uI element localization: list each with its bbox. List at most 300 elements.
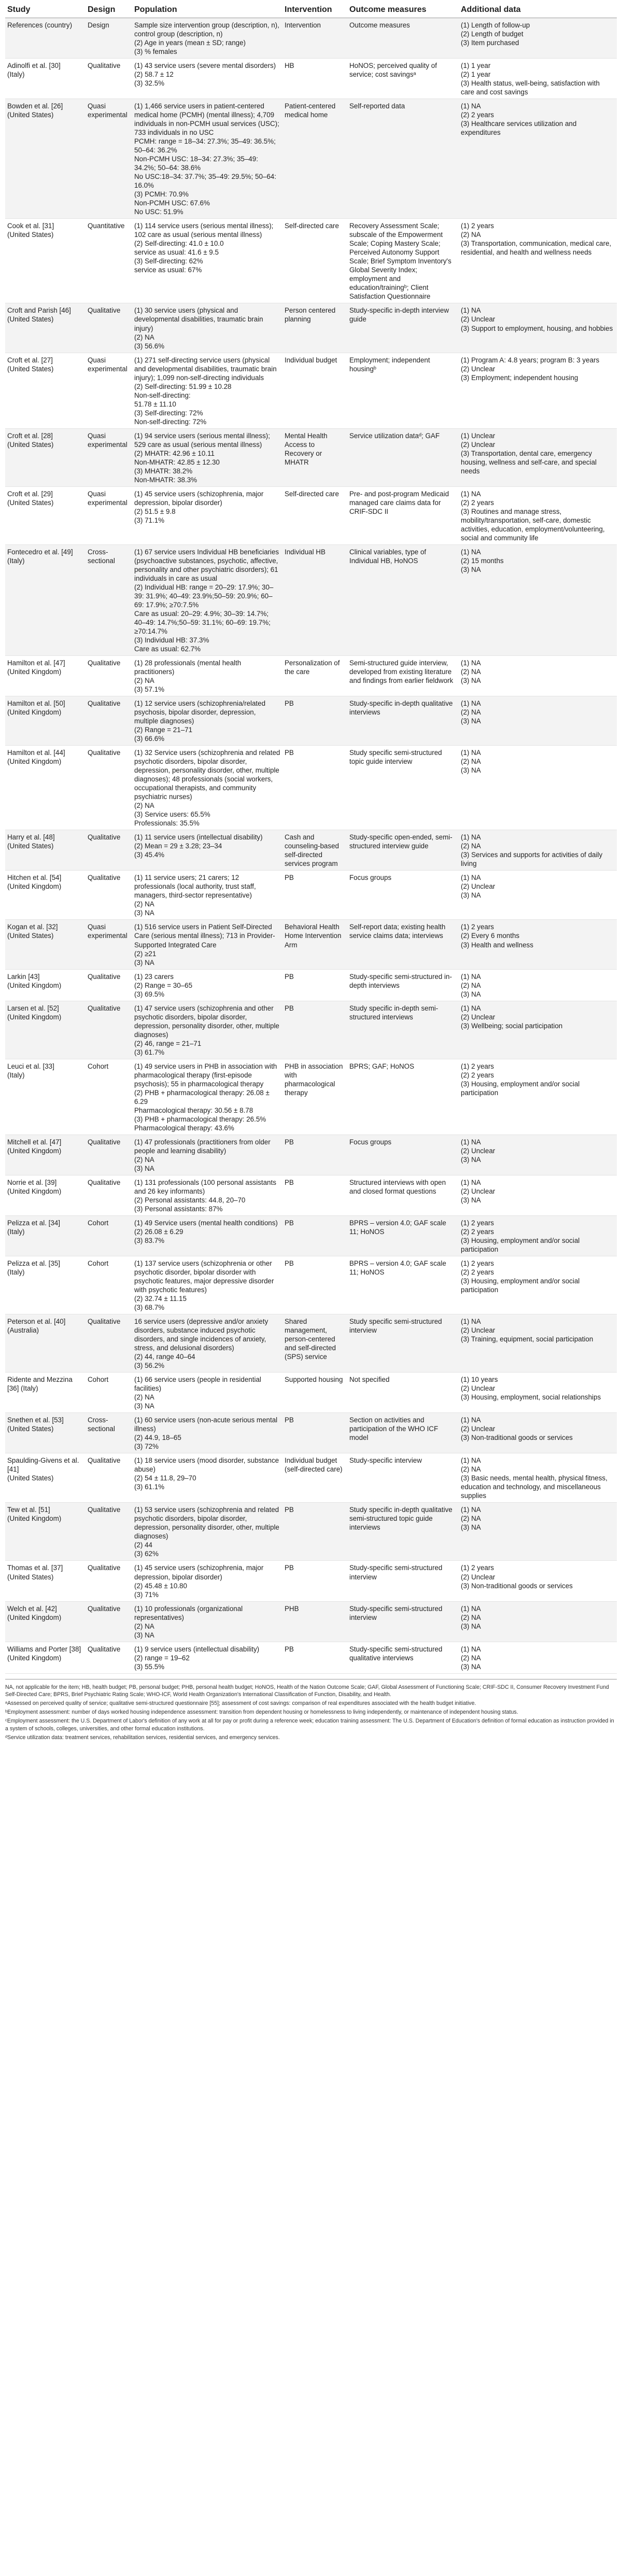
cell-study (5, 544, 86, 655)
cell-line: Hamilton et al. [50] (7, 699, 65, 708)
cell-line: (3) Healthcare services utilization and expenditures (461, 120, 577, 137)
cell-line: Cook et al. [31] (7, 222, 54, 230)
cell-outcome-measures (347, 544, 459, 655)
cell-line: (1) NA (461, 874, 481, 882)
table-row (5, 1256, 617, 1314)
cell-population (132, 99, 282, 219)
cell-line: (3) 61.1% (134, 1483, 165, 1491)
cell-line: Williams and Porter [38] (7, 1645, 81, 1653)
cell-additional-data (459, 871, 617, 920)
cell-additional-data (459, 1373, 617, 1413)
cell-design: Qualitative (86, 1135, 132, 1175)
cell-intervention: Individual budget (282, 353, 347, 428)
cell-population (132, 303, 282, 353)
cell-line: Snethen et al. [53] (7, 1416, 64, 1424)
cell-line: (1) 2 years (461, 222, 494, 230)
cell-intervention: PB (282, 746, 347, 830)
cell-line: (2) NA (461, 981, 481, 989)
cell-study (5, 746, 86, 830)
header-outcome-measures: Outcome measures (347, 3, 459, 18)
cell-line: Leuci et al. [33] (7, 1062, 54, 1070)
cell-additional-data (459, 18, 617, 59)
cell-line: Study specific semi-structured topic guide interview (349, 749, 442, 766)
cell-line: Welch et al. [42] (7, 1604, 57, 1613)
cell-additional-data (459, 1215, 617, 1256)
cell-outcome-measures (347, 353, 459, 428)
cell-design: Cohort (86, 1059, 132, 1135)
cell-study (5, 486, 86, 544)
cell-line: (3) NA (134, 958, 154, 967)
cell-study (5, 1001, 86, 1059)
cell-outcome-measures (347, 1215, 459, 1256)
cell-line: Croft et al. [29] (7, 489, 53, 498)
cell-line: (1) NA (461, 659, 481, 667)
cell-additional-data (459, 1256, 617, 1314)
cell-additional-data (459, 59, 617, 99)
cell-design: Quasi experimental (86, 486, 132, 544)
cell-line: (1) NA (461, 548, 481, 556)
cell-outcome-measures (347, 99, 459, 219)
cell-line: (3) NA (461, 891, 481, 900)
cell-line: (3) Support to employment, housing, and hobbies (461, 324, 613, 332)
cell-population (132, 656, 282, 696)
table-row (5, 746, 617, 830)
cell-population (132, 1314, 282, 1373)
cell-line: (2) Mean = 29 ± 3.28; 23–34 (134, 842, 222, 850)
cell-line: (1) Length of follow-up (461, 21, 530, 29)
cell-design: Qualitative (86, 830, 132, 871)
cell-intervention: Person centered planning (282, 303, 347, 353)
cell-line: (1) NA (461, 1004, 481, 1012)
cell-line: Non-self-directing: 72% (134, 417, 207, 426)
cell-line: (3) 69.5% (134, 990, 165, 998)
table-row (5, 696, 617, 746)
cell-study (5, 1059, 86, 1135)
cell-line: (3) Basic needs, mental health, physical fitness, education and technology, and miscellaneous supplies (461, 1474, 607, 1500)
cell-line: (3) Wellbeing; social participation (461, 1021, 563, 1030)
cell-line: (2) Unclear (461, 883, 496, 891)
cell-line: (1) NA (461, 489, 481, 498)
table-row (5, 1001, 617, 1059)
cell-line: (3) NA (461, 677, 481, 685)
footnote: ᵇEmployment assessment: number of days worked housing independence assessment: transition from dependent housing or homelessness to living independently, or maintenance of independent housing status. (5, 1709, 518, 1716)
table-row (5, 871, 617, 920)
table-row (5, 353, 617, 428)
cell-study (5, 1175, 86, 1215)
cell-line: (2) NA (134, 1622, 154, 1630)
cell-study (5, 1561, 86, 1601)
cell-line: (3) Routines and manage stress, mobility/transportation, self-care, domestic activities, education, employment/volunteering, social and community life (461, 507, 605, 542)
cell-line: (1) 2 years (461, 1062, 494, 1070)
cell-population (132, 830, 282, 871)
cell-design: Qualitative (86, 696, 132, 746)
cell-line: (2) 46, range = 21–71 (134, 1039, 202, 1047)
cell-population (132, 1215, 282, 1256)
cell-line: (1) 32 Service users (schizophrenia and related psychotic disorders, bipolar disorder, depression, personality disorder, other, multiple diagnoses); 48 professionals (social workers, occupational therapists, and community psychiatric nurses) (134, 749, 280, 801)
cell-line: (1) 10 years (461, 1376, 498, 1384)
cell-line: (Italy) (7, 556, 25, 565)
cell-line: Sample size intervention group (description, n), control group (description, n) (134, 21, 279, 38)
cell-study (5, 219, 86, 303)
cell-line: (1) 2 years (461, 1564, 494, 1572)
cell-line: (1) NA (461, 1604, 481, 1613)
cell-line: (3) 83.7% (134, 1236, 165, 1244)
cell-intervention: Behavioral Health Home Intervention Arm (282, 920, 347, 969)
cell-outcome-measures (347, 969, 459, 1001)
cell-intervention: PB (282, 1001, 347, 1059)
cell-intervention: PB (282, 1413, 347, 1453)
table-row (5, 1059, 617, 1135)
cell-line: (2) NA (461, 1465, 481, 1474)
cell-line: (3) NA (461, 990, 481, 998)
cell-line: (1) NA (461, 102, 481, 110)
cell-line: (1) 137 service users (schizophrenia or other psychotic disorder, bipolar disorder with psychotic features, major depressive disorder with psychotic features) (134, 1259, 274, 1294)
cell-line: Semi-structured guide interview, developed from existing literature and findings from earlier fieldwork (349, 659, 454, 685)
cell-line: Care as usual: 20–29: 4.9%; 30–39: 14.7%; 40–49: 14.7%;50–59: 31.1%; 60–69: 19.7%; ≥70:14.7% (134, 609, 271, 635)
cell-line: (3) Transportation, dental care, emergency housing, wellness and self-care, and special needs (461, 449, 597, 475)
cell-line: (2) 51.5 ± 9.8 (134, 507, 176, 515)
cell-population (132, 746, 282, 830)
cell-line: HoNOS; perceived quality of service; cost savingsᵃ (349, 62, 437, 79)
cell-population (132, 428, 282, 486)
cell-additional-data (459, 1175, 617, 1215)
cell-line: (3) Services and supports for activities of daily living (461, 851, 603, 868)
cell-line: (United Kingdom) (7, 1146, 62, 1155)
cell-study (5, 920, 86, 969)
cell-line: (1) NA (461, 699, 481, 708)
cell-intervention: PB (282, 871, 347, 920)
cell-line: Service utilization dataᵈ; GAF (349, 431, 440, 440)
cell-line: (1) 28 professionals (mental health practitioners) (134, 659, 242, 676)
cell-additional-data (459, 219, 617, 303)
cell-study (5, 99, 86, 219)
cell-line: (2) 1 year (461, 71, 491, 79)
cell-line: (2) NA (134, 900, 154, 908)
cell-study (5, 303, 86, 353)
cell-line: 102 care as usual (serious mental illness) (134, 231, 262, 239)
cell-study (5, 1601, 86, 1642)
cell-intervention: Patient-centered medical home (282, 99, 347, 219)
cell-design: Qualitative (86, 656, 132, 696)
cell-intervention: PB (282, 696, 347, 746)
cell-line: Non-self-directing: (134, 391, 191, 399)
cell-outcome-measures (347, 1503, 459, 1561)
cell-line: (1) 1 year (461, 62, 491, 70)
cell-study (5, 1135, 86, 1175)
table-header (5, 3, 617, 18)
cell-line: No USC: 51.9% (134, 208, 183, 216)
cell-design: Qualitative (86, 1642, 132, 1673)
cell-additional-data (459, 830, 617, 871)
cell-line: (2) range = 19–62 (134, 1654, 190, 1662)
table-row (5, 1642, 617, 1673)
cell-design: Qualitative (86, 1601, 132, 1642)
table-row (5, 1601, 617, 1642)
cell-population (132, 1503, 282, 1561)
cell-line: BPRS; GAF; HoNOS (349, 1062, 415, 1070)
cell-population (132, 1561, 282, 1601)
cell-intervention: PB (282, 1135, 347, 1175)
cell-line: (Italy) (7, 71, 25, 79)
cell-line: (2) 2 years (461, 1268, 494, 1277)
cell-line: (3) Personal assistants: 87% (134, 1205, 223, 1213)
cell-population (132, 1601, 282, 1642)
cell-line: (3) NA (461, 1155, 481, 1164)
cell-intervention: Individual HB (282, 544, 347, 655)
cell-outcome-measures (347, 219, 459, 303)
cell-line: (United Kingdom) (7, 1613, 62, 1621)
cell-additional-data (459, 544, 617, 655)
cell-additional-data (459, 656, 617, 696)
cell-design: Quasi experimental (86, 920, 132, 969)
cell-line: (2) Unclear (461, 440, 496, 449)
cell-line: (2) Unclear (461, 365, 496, 373)
cell-line: (2) Unclear (461, 1187, 496, 1195)
cell-line: (2) NA (134, 802, 154, 810)
cell-line: (3) 32.5% (134, 79, 165, 88)
cell-line: (1) NA (461, 1416, 481, 1424)
cell-line: (1) 12 service users (schizophrenia/related psychosis, bipolar disorder, depression, multiple diagnoses) (134, 699, 266, 725)
cell-outcome-measures (347, 303, 459, 353)
cell-study (5, 59, 86, 99)
cell-outcome-measures (347, 1059, 459, 1135)
cell-intervention: PB (282, 1642, 347, 1673)
cell-intervention: Personalization of the care (282, 656, 347, 696)
header-additional-data: Additional data (459, 3, 617, 18)
cell-outcome-measures (347, 1601, 459, 1642)
cell-design: Quantitative (86, 219, 132, 303)
cell-line: (2) Self-directing: 41.0 ± 10.0 (134, 240, 224, 248)
cell-line: (2) NA (134, 1393, 154, 1402)
cell-additional-data (459, 746, 617, 830)
cell-line: (1) 47 service users (schizophrenia and other psychotic disorders, bipolar disorder, depression, personality disorder, other, multiple diagnoses) (134, 1004, 279, 1039)
cell-intervention: PB (282, 1561, 347, 1601)
cell-line: (3) PCMH: 70.9% (134, 190, 189, 199)
cell-line: (Australia) (7, 1326, 39, 1335)
cell-line: Study-specific semi-structured qualitative interviews (349, 1645, 443, 1662)
cell-line: (3) 68.7% (134, 1304, 165, 1312)
cell-line: Harry et al. [48] (7, 833, 55, 842)
cell-line: (2) 2 years (461, 111, 494, 119)
cell-line: Self-report data; existing health service claims data; interviews (349, 923, 446, 940)
cell-line: (United States) (7, 498, 54, 507)
table-row (5, 1503, 617, 1561)
cell-line: (United States) (7, 1425, 54, 1433)
cell-additional-data (459, 920, 617, 969)
cell-outcome-measures (347, 871, 459, 920)
cell-line: Non-PCMH USC: 18–34: 27.3%; 35–49: 34.2%; 50–64: 38.6% (134, 155, 258, 172)
cell-line: (3) NA (461, 565, 481, 573)
cell-line: (1) NA (461, 833, 481, 842)
cell-additional-data (459, 1135, 617, 1175)
cell-line: (2) Self-directing: 51.99 ± 10.28 (134, 382, 232, 390)
cell-line: (3) 56.2% (134, 1362, 165, 1370)
cell-line: (1) NA (461, 1457, 481, 1465)
cell-additional-data (459, 1001, 617, 1059)
cell-study (5, 1503, 86, 1561)
cell-outcome-measures (347, 656, 459, 696)
cell-line: (2) Length of budget (461, 30, 524, 38)
cell-intervention: PB (282, 1256, 347, 1314)
table-row (5, 969, 617, 1001)
cell-line: 51.78 ± 11.10 (134, 400, 176, 408)
cell-study (5, 1373, 86, 1413)
cell-line: (1) 11 service users; 21 carers; 12 professionals (local authority, trust staff, managers, third-sector representative) (134, 874, 256, 900)
cell-population (132, 920, 282, 969)
cell-line: Non-MHATR: 38.3% (134, 475, 197, 484)
cell-line: Section on activities and participation of the WHO ICF model (349, 1416, 439, 1442)
cell-line: (3) Housing, employment and/or social participation (461, 1236, 580, 1253)
cell-design: Quasi experimental (86, 99, 132, 219)
cell-line: (United States) (7, 111, 54, 119)
cell-line: Fontecedro et al. [49] (7, 548, 73, 556)
cell-intervention: PHB (282, 1601, 347, 1642)
cell-line: (2) Unclear (461, 1013, 496, 1021)
cell-line: (3) 57.1% (134, 685, 165, 694)
cell-line: (1) 67 service users Individual HB beneficiaries (psychoactive substances, psychotic, affective, personality and other psychiatric disorders); 61 individuals in care as usual (134, 548, 279, 582)
header-study: Study (5, 3, 86, 18)
table-row (5, 1453, 617, 1503)
cell-design: Qualitative (86, 1503, 132, 1561)
cell-line: (2) 44.9, 18–65 (134, 1434, 181, 1442)
cell-design: Qualitative (86, 1561, 132, 1601)
cell-design: Qualitative (86, 59, 132, 99)
cell-additional-data (459, 969, 617, 1001)
cell-line: (3) Housing, employment and/or social participation (461, 1080, 580, 1097)
cell-line: Study specific semi-structured interview (349, 1318, 442, 1335)
cell-intervention: Supported housing (282, 1373, 347, 1413)
cell-design: Qualitative (86, 1001, 132, 1059)
cell-population (132, 1175, 282, 1215)
cell-population (132, 871, 282, 920)
cell-line: (1) 18 service users (mood disorder, substance abuse) (134, 1457, 279, 1474)
cell-line: (United Kingdom) (7, 1187, 62, 1195)
cell-line: (3) Training, equipment, social participation (461, 1335, 593, 1343)
cell-population (132, 219, 282, 303)
cell-line: Professionals: 35.5% (134, 819, 200, 828)
cell-line: Study specific in-depth qualitative semi-structured topic guide interviews (349, 1506, 453, 1532)
cell-additional-data (459, 303, 617, 353)
cell-line: (3) Housing, employment and/or social participation (461, 1277, 580, 1294)
cell-outcome-measures (347, 59, 459, 99)
footnote: ᵈService utilization data: treatment services, rehabilitation services, residential services, and emergency services. (5, 1734, 280, 1741)
cell-line: (3) 55.5% (134, 1662, 165, 1671)
cell-line: (1) Program A: 4.8 years; program B: 3 years (461, 356, 600, 364)
cell-line: (Italy) (7, 1071, 25, 1079)
cell-line: (United Kingdom) (7, 1515, 62, 1523)
cell-line: (1) NA (461, 1318, 481, 1326)
cell-line: (1) 49 Service users (mental health conditions) (134, 1219, 278, 1227)
cell-line: Outcome measures (349, 21, 410, 29)
cell-line: Larsen et al. [52] (7, 1004, 59, 1012)
cell-line: Hitchen et al. [54] (7, 874, 62, 882)
cell-line: (3) NA (134, 1631, 154, 1639)
cell-line: Non-MHATR: 42.85 ± 12.30 (134, 458, 220, 466)
cell-line: (United Kingdom) (7, 1654, 62, 1662)
cell-line: Peterson et al. [40] (7, 1318, 66, 1326)
cell-line: (2) 45.48 ± 10.80 (134, 1581, 187, 1590)
cell-line: (1) 114 service users (serious mental illness); (134, 222, 274, 230)
cell-line: (1) NA (461, 1645, 481, 1653)
cell-line: Norrie et al. [39] (7, 1178, 57, 1186)
cell-line: (3) NA (134, 1402, 154, 1410)
cell-line: service as usual: 67% (134, 266, 202, 274)
cell-population (132, 1413, 282, 1453)
cell-outcome-measures (347, 1561, 459, 1601)
cell-line: Study-specific semi-structured interview (349, 1604, 443, 1621)
cell-study (5, 18, 86, 59)
cell-outcome-measures (347, 1413, 459, 1453)
cell-intervention: Shared management, person-centered and self-directed (SPS) service (282, 1314, 347, 1373)
cell-design: Qualitative (86, 969, 132, 1001)
cell-line: Clinical variables, type of Individual HB, HoNOS (349, 548, 427, 565)
table-row (5, 1561, 617, 1601)
cell-line: (2) 58.7 ± 12 (134, 71, 174, 79)
cell-line: (3) NA (134, 909, 154, 917)
cell-intervention: Mental Health Access to Recovery or MHATR (282, 428, 347, 486)
cell-line: (1) NA (461, 1138, 481, 1146)
cell-population (132, 1135, 282, 1175)
cell-line: (3) Self-directing: 62% (134, 257, 203, 265)
cell-line: (3) NA (461, 717, 481, 725)
cell-line: Focus groups (349, 874, 392, 882)
cell-line: (2) MHATR: 42.96 ± 10.11 (134, 449, 215, 457)
table-row (5, 59, 617, 99)
cell-line: (3) % females (134, 48, 177, 56)
cell-line: (United Kingdom) (7, 668, 62, 676)
cell-additional-data (459, 1561, 617, 1601)
cell-population (132, 486, 282, 544)
cell-study (5, 1215, 86, 1256)
cell-line: (1) 66 service users (people in residential facilities) (134, 1376, 261, 1393)
cell-line: (1) 271 self-directing service users (physical and developmental disabilities, traumatic brain injury); 1,099 non-self-directing individuals (134, 356, 277, 382)
cell-line: (2) Unclear (461, 1573, 496, 1581)
cell-line: (2) PHB + pharmacological therapy: 26.08 ± 6.29 (134, 1088, 270, 1105)
cell-line: (United Kingdom) (7, 981, 62, 989)
cell-line: (3) 71.1% (134, 516, 165, 524)
cell-design: Design (86, 18, 132, 59)
cell-line: (1) NA (461, 1506, 481, 1514)
cell-outcome-measures (347, 696, 459, 746)
cell-outcome-measures (347, 1256, 459, 1314)
cell-line: (2) Age in years (mean ± SD; range) (134, 39, 246, 47)
cell-population (132, 1642, 282, 1673)
cell-line: (2) 44, range 40–64 (134, 1353, 195, 1361)
cell-line: (2) Unclear (461, 1384, 496, 1393)
cell-line: (Italy) (7, 1227, 25, 1236)
cell-intervention: HB (282, 59, 347, 99)
cell-line: (United States) (7, 365, 54, 373)
cell-design: Qualitative (86, 746, 132, 830)
cell-design: Qualitative (86, 1314, 132, 1373)
cell-line: PCMH: range = 18–34: 27.3%; 35–49: 36.5%; 50–64: 36.2% (134, 137, 276, 155)
table-row (5, 219, 617, 303)
cell-intervention: Self-directed care (282, 486, 347, 544)
cell-line: References (country) (7, 21, 73, 29)
cell-line: Pre- and post-program Medicaid managed care claims data for CRIF-SDC II (349, 489, 449, 515)
cell-line: (2) 2 years (461, 498, 494, 507)
cell-intervention: PB (282, 1503, 347, 1561)
cell-line: (1) 47 professionals (practitioners from older people and learning disability) (134, 1138, 271, 1155)
cell-study (5, 830, 86, 871)
table-footnotes (5, 1679, 617, 1742)
cell-line: Pelizza et al. [34] (7, 1219, 60, 1227)
cell-line: (3) 56.6% (134, 342, 165, 350)
cell-line: (3) NA (461, 1196, 481, 1204)
cell-design: Qualitative (86, 871, 132, 920)
cell-study (5, 656, 86, 696)
cell-study (5, 871, 86, 920)
